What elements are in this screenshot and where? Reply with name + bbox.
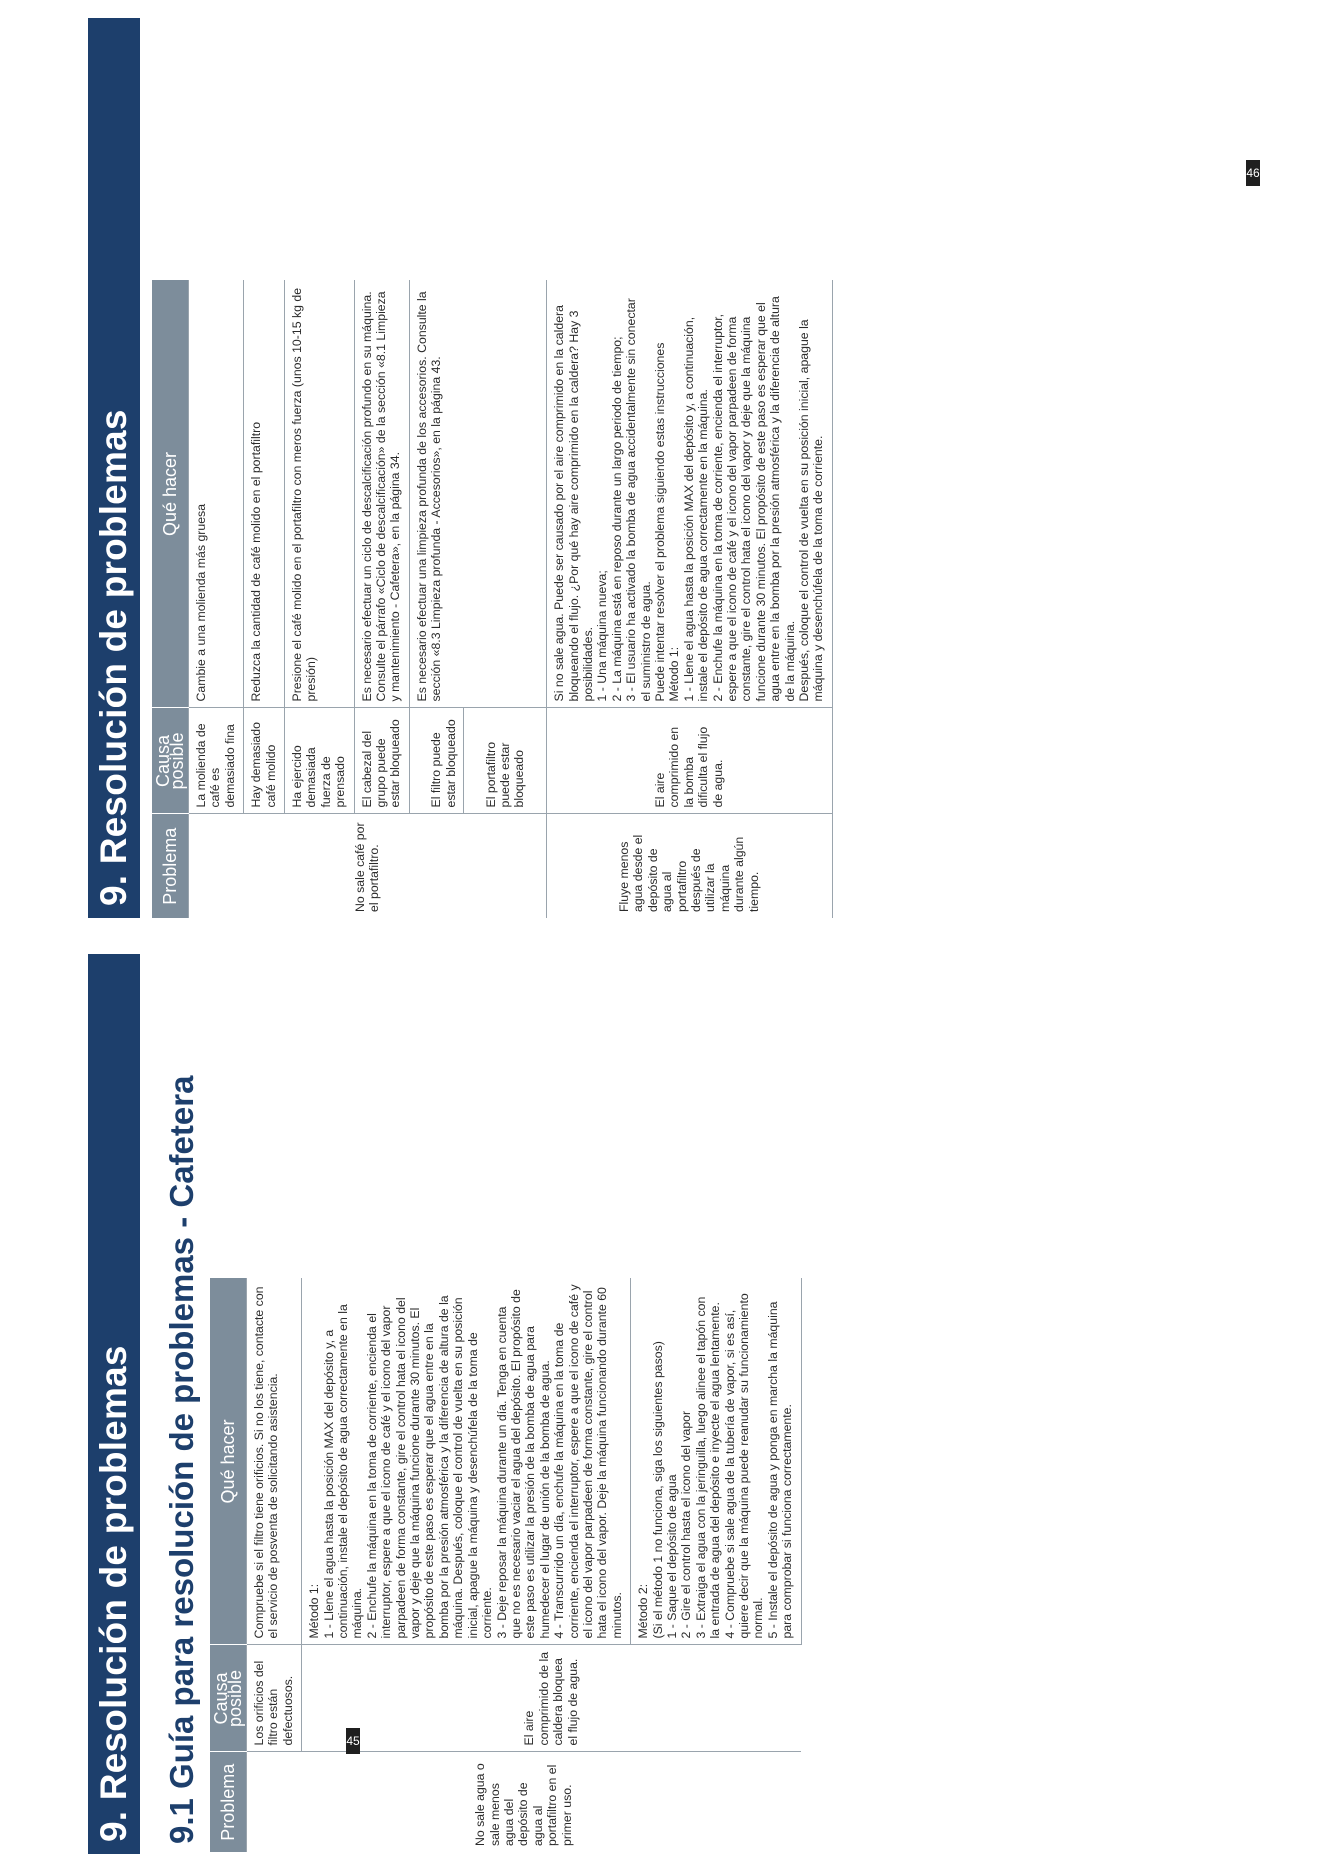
section-subtitle: 9.1 Guía para resolución de problemas - Cafetera <box>163 1075 200 1844</box>
action-cell: Es necesario efectuar una limpieza profunda de los accesorios. Consulte la sección «8.3 Limpieza profunda - Accesorios», en la página 43. <box>409 280 546 708</box>
table-row <box>247 1278 302 1852</box>
cause-cell: Los orificios del filtro están defectuosos. <box>247 1645 302 1752</box>
cause-cell: La molienda de café es demasiado fina <box>189 708 244 814</box>
problem-cell: No sale café por el portafiltro. <box>189 814 547 918</box>
page-banner: 9. Resolución de problemas <box>88 954 140 1854</box>
cause-cell: El aire comprimido de la caldera bloquea el flujo de agua. <box>302 1645 801 1752</box>
problem-cell: No sale agua o sale menos agua del depósito de agua al portafiltro en el primer uso. <box>247 1752 802 1852</box>
cause-subcell: El filtro puede estar bloqueado <box>424 709 464 814</box>
action-cell: Método 2: (Si el método 1 no funciona, siga los siguientes pasos) 1 - Saque el depósito de agua 2 - Gire el control hasta el icono del vapor 3 - Extraiga el agua con la jeringuilla, luego alinee el tapón con la entrada de agua del depósito e inyecte el agua lentamente. 4 - Compruebe si sale agua de la tubería de vapor, si es así, quiere decir que la máquina puede reanudar su funcionamiento normal. 5 - Instale el depósito de agua y ponga en marcha la máquina para comprobar si funciona correctamente. <box>631 1278 801 1645</box>
action-cell: Método 1: 1 - Llene el agua hasta la posición MAX del depósito y, a continuación, instale el depósito de agua correctamente en la máquina. 2 - Enchufe la máquina en la toma de corriente, encienda el interruptor, espere a que el icono de café y el icono del vapor parpadeen de forma constante, gire el control hata el icono del vapor y deje que la máquina funcione durante 30 minutos. El propósito de este paso es esperar que el agua entre en la bomba por la presión atmosférica y la diferencia de altura de la máquina. Después, coloque el control de vuelta en su posición inicial, apague la máquina y desenchúfela de la toma de corriente. 3 - Deje reposar la máquina durante un día. Tenga en cuenta que no es necesario vaciar el agua del depósito. El propósito de este paso es utilizar la presión de la bomba de agua para humedecer el lugar de unión de la bomba de agua. 4 - Transcurrido un día, enchufe la máquina en la toma de corriente, encienda el interruptor, espere a que el icono de café y el icono del vapor parpadeen de forma constante, gire el control hata el icono del vapor. Deje la máquina funcionando durante 60 minutos. <box>302 1278 631 1645</box>
table-header-row <box>210 1278 247 1852</box>
cause-cell <box>409 708 546 814</box>
page-banner: 9. Resolución de problemas <box>88 18 140 918</box>
troubleshooting-table <box>210 1278 802 1853</box>
cause-cell: El cabezal del grupo puede estar bloqueado <box>354 708 409 814</box>
action-cell: Reduzca la cantidad de café molido en el portafiltro <box>244 280 285 708</box>
page-number: 46 <box>1246 160 1260 186</box>
header-causa: Causa posible <box>210 1645 247 1752</box>
action-cell: Es necesario efectuar un ciclo de descalcificación profundo en su máquina. Consulte el párrafo «Ciclo de descalcificación» de la sección «8.1 Limpieza y mantenimiento - Cafetera», en la página 34. <box>354 280 409 708</box>
action-cell: Si no sale agua. Puede ser causado por el aire comprimido en la caldera bloqueando el flujo. ¿Por qué hay aire comprimido en la caldera? Hay 3 posibilidades. 1 - Una máquina nueva; 2 - La máquina está en reposo durante un largo periodo de tiempo; 3 - El usuario ha activado la bomba de agua accidentalmente sin conectar el suministro de agua. Puede intentar resolver el problema siguiendo estas instrucciones Método 1: 1 - Llene el agua hasta la posición MAX del depósito y, a continuación, instale el depósito de agua correctamente en la máquina. 2 - Enchufe la máquina en la toma de corriente, encienda el interruptor, espere a que el icono de café y el icono del vapor parpadeen de forma constante, gire el control hata el icono del vapor y deje que la máquina funcione durante 30 minutos. El propósito de este paso es esperar que el agua entre en la bomba por la presión atmosférica y la diferencia de altura de la máquina. Después, coloque el control de vuelta en su posición inicial, apague la máquina y desenchúfela de la toma de corriente. <box>547 280 833 708</box>
header-problema: Problema <box>210 1752 247 1852</box>
table-row <box>189 280 244 918</box>
troubleshooting-table <box>152 280 833 919</box>
action-cell: Cambie a una molienda más gruesa <box>189 280 244 708</box>
action-cell: Compruebe si el filtro tiene orificios. Si no los tiene, contacte con el servicio de posventa de solicitando asistencia. <box>247 1278 302 1645</box>
header-que-hacer: Qué hacer <box>152 280 189 708</box>
problem-cell: Fluye menos agua desde el depósito de agua al portafiltro después de utilizar la máquina durante algún tiempo. <box>547 814 833 918</box>
header-que-hacer: Qué hacer <box>210 1278 247 1645</box>
cause-subcell: El portafiltro puede estar bloqueado <box>483 741 527 808</box>
cause-cell: Ha ejercido demasiada fuerza de prensado <box>285 708 355 814</box>
table-header-row <box>152 280 189 918</box>
cause-cell: Hay demasiado café molido <box>244 708 285 814</box>
table-row <box>547 280 833 918</box>
header-problema: Problema <box>152 814 189 918</box>
header-causa: Causa posible <box>152 708 189 814</box>
page-number: 45 <box>346 1728 360 1754</box>
cause-cell: El aire comprimido en la bomba dificulta el flujo de agua. <box>547 708 833 814</box>
action-cell: Presione el café molido en el portafiltro con meros fuerza (unos 10-15 kg de presión) <box>285 280 355 708</box>
page-45 <box>0 936 1324 1872</box>
